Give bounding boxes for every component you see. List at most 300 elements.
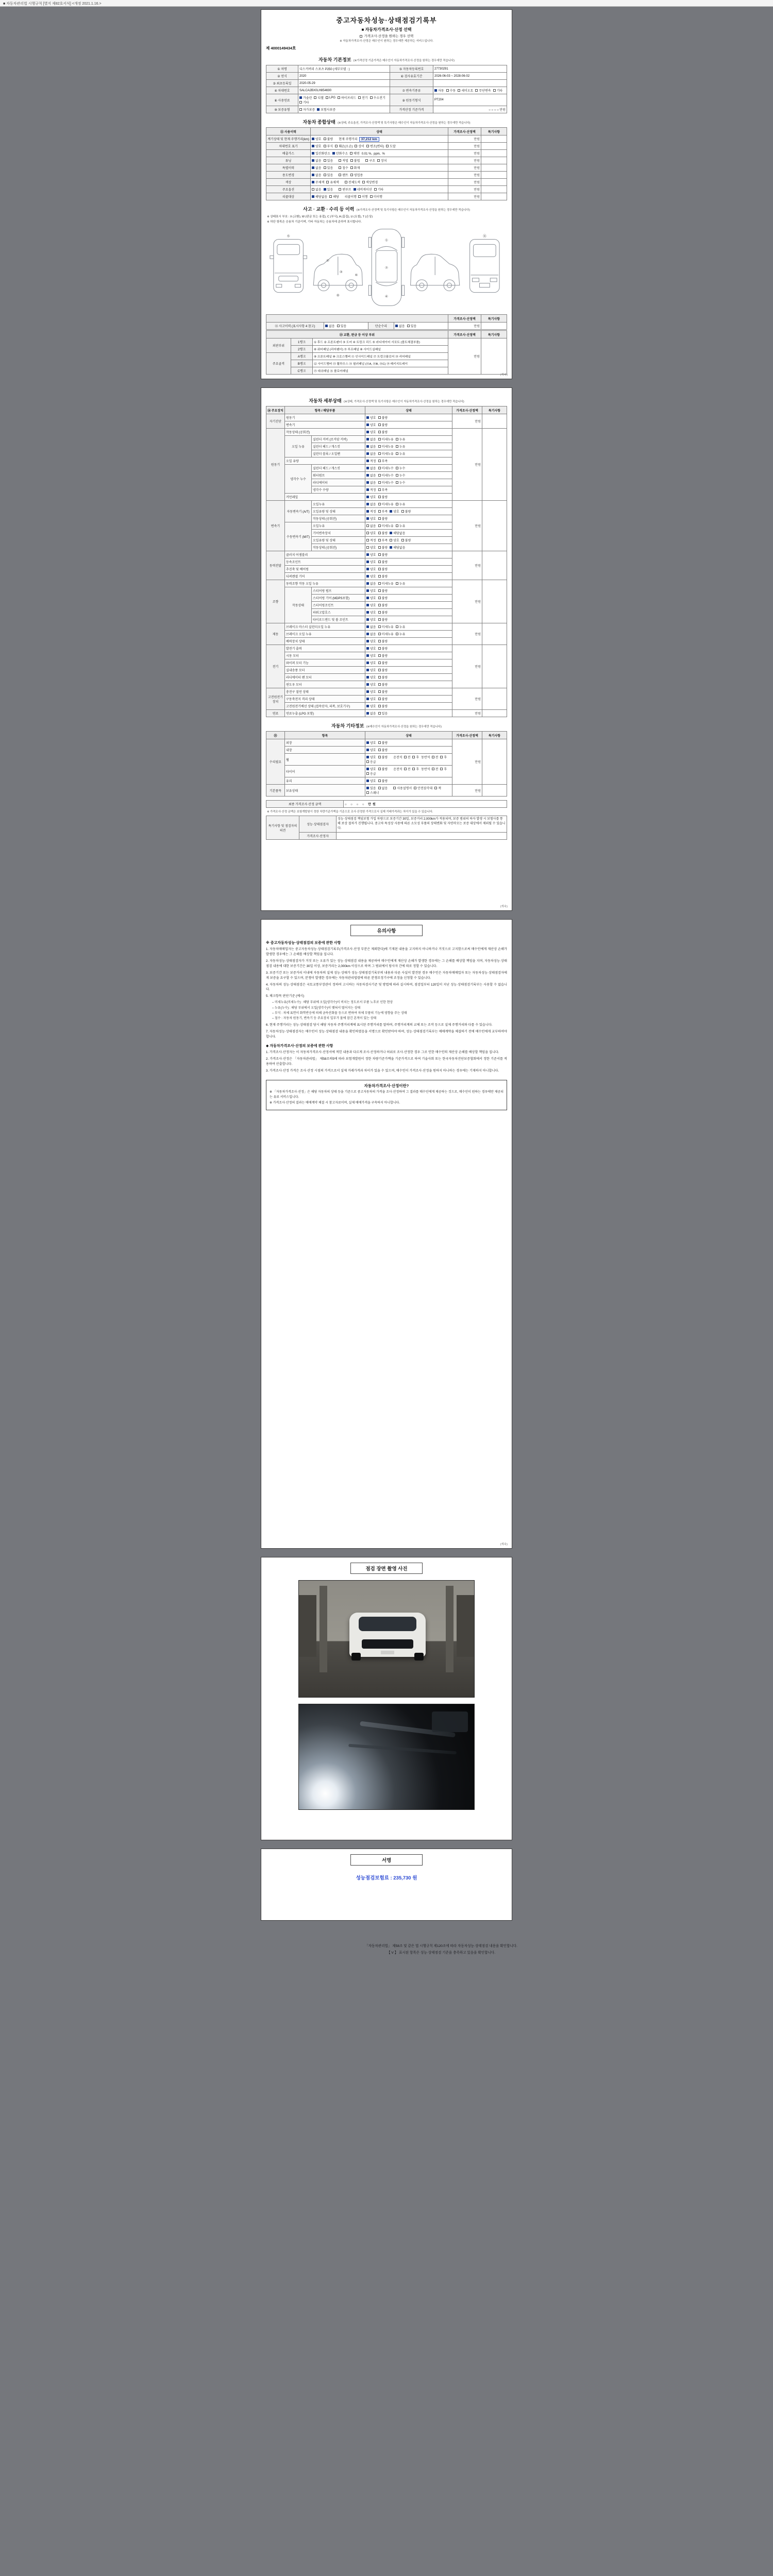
page-continuation-mark: (계속) — [500, 374, 508, 377]
row-label: 튜닝 — [266, 157, 311, 164]
checkbox-icon — [378, 561, 381, 563]
item-label: 동력조향 작동 오일 누유 — [285, 580, 365, 587]
row-note — [481, 172, 507, 179]
group-label: 동력전달 — [266, 551, 285, 580]
checkbox-option — [378, 444, 394, 449]
car-name-label: ① 차명 — [266, 65, 298, 73]
checkbox-icon — [324, 174, 326, 176]
checkbox-icon — [378, 741, 381, 744]
checkbox-checked-icon — [366, 416, 369, 419]
item-state — [365, 645, 452, 652]
checkbox-option — [378, 646, 388, 651]
checkbox-option — [401, 509, 411, 514]
checkbox-option-label: 누유 — [399, 438, 406, 442]
checkbox-option-label: 양호 — [370, 676, 376, 680]
row-price: 만원 — [448, 193, 481, 200]
checkbox-option-label: 응급 — [370, 773, 376, 776]
item-label: 라디에이터 — [312, 479, 365, 486]
checkbox-option-label: 불량 — [381, 780, 388, 783]
checkbox-checked-icon — [366, 423, 369, 426]
checkbox-icon — [378, 524, 381, 527]
item-state — [365, 501, 452, 508]
checkbox-icon — [312, 188, 314, 191]
checkbox-option — [366, 574, 376, 579]
checkbox-checked-icon — [366, 611, 369, 614]
checkbox-option — [366, 451, 376, 456]
checkbox-option-label: 없음 — [381, 787, 388, 790]
checkbox-icon — [378, 676, 381, 679]
checkbox-checked-icon — [366, 496, 369, 498]
checkbox-option — [366, 668, 376, 672]
subgroup-label: 오일 누유 — [285, 436, 312, 457]
checkbox-icon — [378, 517, 381, 520]
subgroup-label: 자동변속기 (A/T) — [285, 501, 312, 522]
checkbox-option-label: 불량 — [405, 511, 411, 514]
checkbox-option-label: 양호 — [315, 145, 322, 148]
car-panel-diagram — [266, 226, 507, 313]
checkbox-checked-icon — [366, 445, 369, 448]
panel-category: 주요골격 — [266, 353, 291, 375]
checkbox-checked-icon — [366, 705, 369, 707]
empty-cell — [433, 80, 507, 87]
checkbox-option-label: 무단변속 — [479, 90, 491, 93]
car-wheel-right — [414, 1653, 424, 1660]
state-text: % — [382, 152, 385, 156]
checkbox-option-label: 양호 — [393, 511, 399, 514]
opinion-row — [266, 833, 507, 840]
checkbox-option-label: 미세누유 — [381, 446, 394, 449]
checkbox-option-label: 응급 — [370, 761, 376, 764]
price-info-line: ※ 「자동차가격조사·산정」은 해당 자동차의 상태 등을 기준으로 중고자동차의 가격을 조사·산정하여 그 결과를 매수인에게 제공하는 것으로, 매수인이 원하는 경우에만 제공되는 유료 서비스입니다. — [270, 1090, 503, 1099]
checkbox-option — [378, 459, 388, 463]
reg-no-value: 27730291 — [433, 65, 507, 73]
detail-row — [266, 623, 507, 631]
row-label: 계기상태 및 현재 주행거리(km) — [266, 135, 311, 143]
group-note — [482, 688, 507, 710]
checkbox-option-label: 없음 — [399, 325, 405, 328]
checkbox-icon — [366, 532, 369, 534]
checkbox-icon — [335, 145, 338, 147]
checkbox-option-label: 미세누유 — [381, 503, 394, 506]
checkbox-option-label: 없음 — [370, 633, 376, 636]
checkbox-option — [378, 639, 388, 643]
svg-text:⑱: ⑱ — [482, 234, 486, 239]
checkbox-option-label: 불량 — [381, 705, 388, 708]
item-label: 타이어 — [285, 766, 365, 777]
other-header-price: 가격조사·산정액 — [452, 732, 482, 739]
checkbox-option-label: 미세누수 — [381, 482, 394, 485]
group-label: 연료 — [266, 710, 285, 717]
checkbox-icon — [412, 768, 415, 770]
checkbox-checked-icon — [366, 712, 369, 715]
price-survey-note: ※ 자동차가격조사·산정은 매수인이 원하는 경우에만 제공하는 서비스입니다. — [340, 40, 433, 43]
checkbox-option-label: 양호 — [370, 424, 376, 427]
other-header-state: 상태 — [365, 732, 452, 739]
checkbox-option-label: 가솔린 — [303, 97, 312, 100]
checkbox-option-label: 전체도색 — [348, 181, 360, 184]
checkbox-option — [312, 137, 322, 141]
checkbox-option — [396, 480, 406, 485]
row-label: 리콜대상 — [266, 193, 311, 200]
item-state — [365, 739, 452, 747]
underbody-pipe-2 — [348, 1744, 457, 1755]
row-price: 만원 — [448, 135, 481, 143]
signature-title: 서명 — [350, 1854, 423, 1866]
other-info-table — [266, 731, 507, 796]
checkbox-icon — [329, 195, 332, 198]
item-state — [365, 652, 452, 659]
item-state — [365, 616, 452, 623]
checkbox-option-label: 사용설명서 — [397, 787, 412, 790]
car-license-plate — [381, 1651, 394, 1654]
group-label: 자기진단 — [266, 414, 285, 429]
page-continuation-mark: (계속) — [500, 1543, 508, 1546]
item-state — [365, 623, 452, 631]
accident-history-label: ⑫ 사고이력 (표시사항 4 참고) — [266, 323, 324, 330]
checkbox-option-label: 양호 — [370, 590, 376, 593]
checkbox-icon — [366, 539, 369, 541]
final-price-label: 최종 가격조사·산정 금액 — [266, 801, 344, 808]
checkbox-icon — [396, 452, 398, 455]
checkbox-option-label: 없음 — [315, 174, 322, 177]
checkbox-icon — [446, 89, 449, 92]
accident-note-header: 특기사항 — [481, 315, 507, 323]
checkbox-option-label: 훼손(오손) — [339, 145, 353, 148]
checkbox-icon — [324, 166, 326, 169]
detail-row — [266, 688, 507, 696]
item-label: 와이퍼 모터 기능 — [285, 659, 365, 667]
notice-item: 6. 현재 주행거리는 성능·상태점검 당시 해당 자동차 주행거리계에 표시된 주행거리를 말하며, 주행거리계의 교체 또는 조작 등으로 실제 주행거리와 다를 수 있습니다. — [266, 1023, 493, 1027]
checkbox-option — [374, 187, 384, 192]
item-state — [365, 457, 452, 465]
checkbox-icon — [432, 768, 434, 770]
checkbox-option — [366, 675, 376, 680]
checkbox-option — [378, 755, 388, 759]
group-note — [482, 739, 507, 785]
checkbox-option — [324, 173, 333, 177]
checkbox-option — [326, 180, 339, 184]
checkbox-checked-icon — [366, 676, 369, 679]
checkbox-icon — [378, 539, 381, 541]
notice-item: 7. 자동차성능·상태점검자는 매수인이 성능·상태점검 내용을 확인하였음을 서명으로 확인받아야 하며, 성능·상태점검기록부는 매매계약을 체결하기 전에 매수인에게 교부하여야 합니다. — [266, 1030, 507, 1039]
row-price: 만원 — [448, 179, 481, 186]
checkbox-option-label: LPG — [329, 96, 335, 99]
checkbox-icon — [366, 546, 369, 549]
checkbox-option — [396, 444, 406, 449]
basic-row-vin — [266, 87, 507, 94]
checkbox-icon — [393, 787, 396, 789]
item-state — [365, 595, 452, 602]
checkbox-checked-icon — [366, 582, 369, 585]
notice-item: 2. 자동차성능·상태점검자가 거짓 또는 오류가 있는 성능·상태점검 내용을 제공하여 매수인에게 재산상 손해가 발생한 경우에는 그 손해를 배상할 책임을 지며, 자동차성능·상태점검 내용에 대한 보증기간은 30일 이상, 보증거리는 2,000km 이상으로 하며 그 범위에서 당사자 간에 따로 정할 수 있습니다. — [266, 959, 507, 968]
legal-footer-line-1: 「자동차관리법」 제58조 및 같은 법 시행규칙 제120조에 따라 자동차성능·상태점검 내용을 확인합니다. — [365, 1944, 517, 1948]
checkbox-option — [324, 144, 333, 148]
checkbox-option-label: 침수 — [342, 167, 348, 170]
checkbox-option-label: 유채색 — [330, 181, 339, 184]
checkbox-option — [354, 187, 372, 192]
checkbox-option-label: 누수 — [399, 467, 406, 470]
item-state — [365, 609, 452, 616]
checkbox-option — [366, 422, 376, 427]
checkbox-option-label: 미세누수 — [381, 474, 394, 478]
checkbox-option — [366, 588, 376, 593]
checkbox-checked-icon — [434, 89, 437, 92]
panel-photos — [261, 1557, 512, 1840]
car-windshield — [359, 1617, 416, 1631]
item-state — [365, 747, 452, 754]
checkbox-icon — [355, 145, 357, 147]
detail-row — [266, 739, 507, 747]
group-note — [482, 551, 507, 580]
item-state — [365, 429, 452, 436]
checkbox-icon — [378, 604, 381, 606]
checkbox-option-label: 불량 — [405, 539, 411, 543]
checkbox-option — [366, 144, 384, 148]
checkbox-icon — [362, 181, 365, 183]
item-label: 작동상태 (공회전) — [285, 429, 365, 436]
item-label: 클러치 어셈블리 — [285, 551, 365, 558]
checkbox-icon — [401, 539, 404, 541]
checkbox-checked-icon — [366, 683, 369, 686]
checkbox-option — [366, 509, 376, 514]
row-price: 만원 — [448, 157, 481, 164]
checkbox-option-label: 미세누유 — [381, 438, 394, 442]
checkbox-option — [312, 165, 322, 170]
checkbox-option-label: 미세누유 — [381, 583, 394, 586]
group-price: 만원 — [452, 501, 482, 551]
checkbox-icon — [378, 640, 381, 642]
checkbox-option — [378, 430, 388, 434]
group-label: 변속기 — [266, 501, 285, 551]
row-label: 주요옵션 — [266, 186, 311, 193]
checkbox-icon — [404, 768, 407, 770]
checkbox-icon — [378, 654, 381, 657]
checkbox-option — [366, 740, 376, 745]
comp-row — [266, 157, 507, 164]
checkbox-icon — [314, 96, 316, 99]
fee-label: 성능점검보험료 : — [356, 1875, 392, 1881]
checkbox-option-label: 양호 — [370, 417, 376, 420]
detail-header-note: 특기사항 — [482, 406, 507, 414]
row-label: 색상 — [266, 179, 311, 186]
accident-history-header — [266, 315, 507, 323]
checkbox-option — [378, 480, 394, 485]
checkbox-option-label: 불량 — [381, 597, 388, 600]
checkbox-icon — [378, 532, 381, 534]
item-state — [365, 631, 452, 638]
final-price-note: ※ 가격조사·산정 금액은 보험개발원이 정한 차량기준가액을 기준으로 조사·산정한 가격으로서 실제 거래가격과는 차이가 있을 수 있습니다. — [267, 810, 433, 814]
checkbox-option-label: 없음 — [370, 453, 376, 456]
checkbox-option — [378, 697, 388, 701]
checkbox-option-label: 없음 — [315, 160, 322, 163]
comp-header-history: ⑪ 사용이력 — [266, 128, 311, 135]
checkbox-option — [366, 653, 376, 658]
checkbox-option-label: 양호 — [370, 575, 376, 579]
checkbox-option-label: 미세누유 — [381, 626, 394, 629]
price-survey-choice — [266, 33, 507, 38]
item-label: 브레이크 마스터 실린더오일 누유 — [285, 623, 365, 631]
comp-row — [266, 135, 507, 143]
document — [261, 9, 517, 1956]
accident-history-table — [266, 314, 507, 330]
item-state — [365, 515, 452, 522]
basic-info-table — [266, 65, 507, 113]
checkbox-checked-icon — [366, 474, 369, 477]
inspection-photo-underbody — [298, 1704, 475, 1810]
checkbox-option-label: 불량 — [381, 532, 388, 535]
checkbox-option-label: 불량 — [381, 431, 388, 434]
checkbox-option-label: 불량 — [381, 561, 388, 564]
svg-text:④: ④ — [384, 294, 389, 299]
basic-row-warranty — [266, 106, 507, 113]
checkbox-option — [458, 88, 473, 93]
checkbox-option — [378, 523, 394, 528]
panel-signature — [261, 1849, 512, 1921]
checkbox-option — [396, 466, 406, 470]
checkbox-option — [355, 144, 364, 148]
comp-row — [266, 172, 507, 179]
basic-row-year — [266, 73, 507, 80]
checkbox-option — [324, 158, 333, 163]
checkbox-icon — [370, 96, 373, 99]
checkbox-checked-icon — [366, 633, 369, 635]
checkbox-checked-icon — [395, 325, 398, 327]
group-price: 만원 — [452, 429, 482, 501]
checkbox-option-label: 미세누유 — [381, 633, 394, 636]
row-label: 용도변경 — [266, 172, 311, 179]
checkbox-option — [299, 100, 309, 105]
comp-row — [266, 179, 507, 186]
checkbox-option — [378, 660, 388, 665]
checkbox-option-label: 양호 — [370, 698, 376, 701]
checkbox-checked-icon — [312, 159, 314, 162]
checkbox-option — [362, 180, 378, 184]
checkbox-option — [366, 697, 376, 701]
checkbox-option — [366, 767, 376, 771]
checkbox-option-label: 불량 — [381, 518, 388, 521]
group-label: 조향 — [266, 580, 285, 623]
notice-item: 1. 가격조사·산정자는 이 자동차가격조사·산정서에 적힌 내용과 다르게 조사·산정하거나 허위로 조사·산정한 경우 그로 인한 매수인의 재산상 손해를 배상할 책임을 집니다. — [266, 1050, 499, 1055]
checkbox-option-label: 해당없음 — [393, 532, 406, 535]
checkbox-option-label: 없음 — [370, 474, 376, 478]
checkbox-option-label: 전 — [407, 756, 411, 759]
checkbox-icon — [378, 683, 381, 686]
checkbox-option — [390, 531, 405, 535]
checkbox-option — [396, 632, 406, 636]
checkbox-option-label: 있음 — [381, 713, 388, 716]
exchange-header-row — [266, 331, 507, 338]
checkbox-icon — [493, 89, 496, 92]
checkbox-checked-icon — [312, 145, 314, 147]
state-code-legend2: ※ 하단 항목은 승용차 기준이며, 기타 자동차는 승용차에 준하여 표시합니다. — [267, 221, 362, 224]
checkbox-option — [386, 144, 396, 148]
checkbox-icon — [378, 690, 381, 693]
checkbox-option-label: 양호 — [370, 554, 376, 557]
checkbox-option — [404, 767, 411, 771]
checkbox-option-label: 양호 — [370, 568, 376, 571]
checkbox-option — [378, 581, 394, 586]
notices-section1-title: ※ 중고자동차성능·상태점검의 보증에 관한 사항 — [266, 941, 341, 945]
exchange-price-header: 가격조사·산정액 — [448, 331, 481, 338]
row-note — [481, 157, 507, 164]
row-state — [311, 135, 448, 143]
other-header-item: 항목 — [285, 732, 365, 739]
checkbox-option — [366, 487, 376, 492]
checkbox-option — [378, 711, 388, 716]
item-label: 구동축전지 격리 상태 — [285, 696, 365, 703]
comprehensive-state-table — [266, 127, 507, 200]
row-note — [481, 143, 507, 150]
checkbox-checked-icon — [366, 698, 369, 700]
rank-label: 2랭크 — [291, 346, 313, 353]
checkbox-option — [434, 786, 441, 790]
checkbox-icon — [324, 159, 326, 162]
notice-item: 1. 자동차매매업자는 중고자동차성능·상태점검기록부(가격조사·산정 부분은 제외한다)에 기재된 내용을 고지하지 아니하거나 거짓으로 고지함으로써 매수인에게 재산상 손해가 발생한 경우에는 그 손해를 배상할 책임을 집니다. — [266, 947, 507, 956]
checkbox-option-label: 렌트 — [342, 174, 348, 177]
checkbox-checked-icon — [299, 96, 302, 99]
checkbox-icon — [378, 510, 381, 513]
checkbox-option — [314, 95, 324, 100]
checkbox-option — [366, 660, 376, 665]
group-price: 만원 — [452, 551, 482, 580]
checkbox-option-label: 있음 — [410, 325, 417, 328]
checkbox-option — [366, 639, 376, 643]
item-label: 변속기 — [285, 421, 365, 429]
row-price: 만원 — [448, 186, 481, 193]
checkbox-checked-icon — [366, 575, 369, 578]
detail-row — [266, 645, 507, 652]
svg-text:⑦: ⑦ — [384, 266, 389, 270]
checkbox-option-label: 불량 — [381, 749, 388, 752]
row-note — [481, 193, 507, 200]
item-label: 작동상태 (공회전) — [312, 515, 365, 522]
panel-main — [261, 9, 512, 379]
other-header-row — [266, 732, 507, 739]
checkbox-icon — [378, 474, 381, 477]
valid-value: 2026-06-03 ~ 2028-06-02 — [433, 73, 507, 80]
checkbox-option-label: 장치 — [380, 160, 387, 163]
checkbox-icon — [378, 633, 381, 635]
checkbox-option-label: 수소전기 — [373, 97, 385, 100]
basic-section-note: (※가격산정 기준가격은 매수인이 자동차가격조사·산정을 원하는 경우에만 적습니다) — [353, 59, 455, 62]
checkbox-option — [366, 502, 376, 506]
checkbox-option-label: 디젤 — [317, 97, 324, 100]
checkbox-option — [312, 158, 322, 163]
checkbox-option — [350, 165, 360, 170]
checkbox-icon — [366, 791, 369, 794]
checkbox-option — [366, 459, 376, 463]
checkbox-option — [312, 144, 322, 148]
checkbox-option-label: 전 — [435, 756, 439, 759]
row-label: 차대번호 표기 — [266, 143, 311, 150]
row-price: 만원 — [448, 143, 481, 150]
item-state — [365, 674, 452, 681]
checkbox-option — [378, 588, 388, 593]
checkbox-icon — [378, 787, 381, 789]
checkbox-icon — [350, 174, 353, 176]
checkbox-option — [378, 538, 388, 543]
checkbox-option — [338, 95, 356, 100]
item-state — [365, 450, 452, 457]
group-note — [482, 414, 507, 429]
row-price: 만원 — [448, 150, 481, 157]
comp-section-note: (※상태, 주요옵션, 가격조사·산정액 및 특기사항은 매수인이 자동차가격조사·산정을 원하는 경우에만 적습니다) — [338, 122, 470, 125]
svg-text:⑥: ⑥ — [355, 273, 358, 277]
checkbox-checked-icon — [366, 749, 369, 751]
checkbox-icon — [365, 159, 368, 162]
item-label: 실내송풍 모터 — [285, 667, 365, 674]
checkbox-option — [366, 603, 376, 607]
